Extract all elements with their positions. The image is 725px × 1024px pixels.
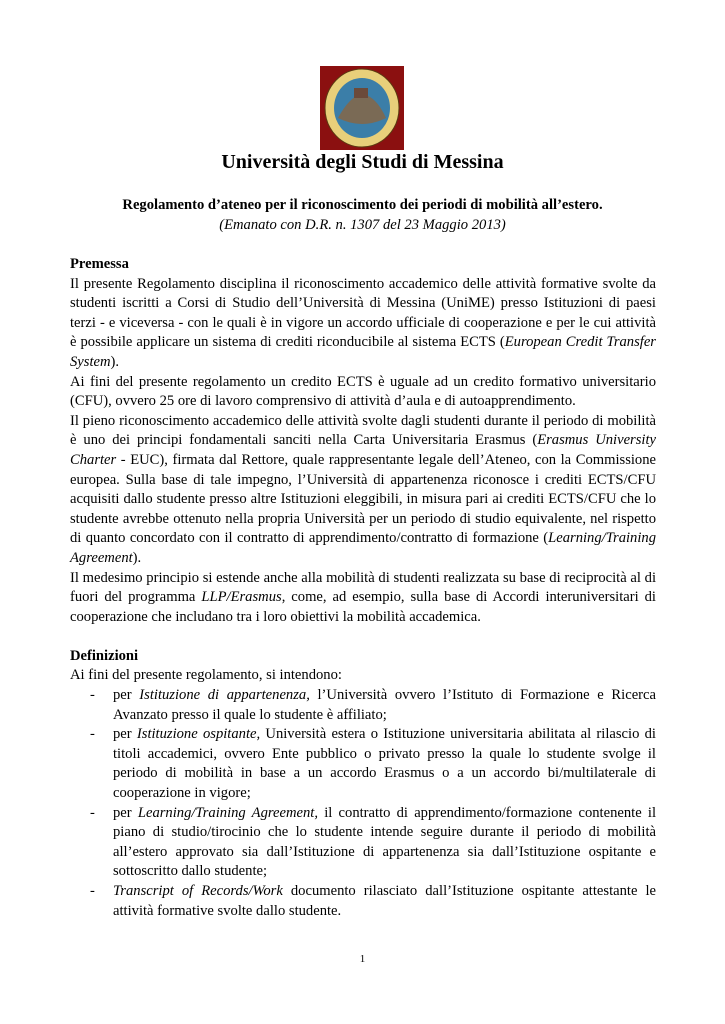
document-subtitle: Regolamento d’ateneo per il riconoscimento dei periodi di mobilità all’estero. <box>122 197 603 213</box>
university-seal-logo <box>320 66 404 150</box>
definizioni-heading: Definizioni <box>70 647 139 664</box>
italic-text: Istituzione di appartenenza, <box>139 687 310 704</box>
premessa-paragraph <box>70 373 656 412</box>
italic-text: Transcript of Records/Work <box>113 883 283 899</box>
university-title: Università degli Studi di Messina <box>221 151 504 173</box>
definizioni-intro: Ai fini del presente regolamento, si intendono: <box>70 667 342 684</box>
italic-text: Learning/Training Agreement, <box>137 804 318 821</box>
text-segment: ). <box>132 549 142 566</box>
document-body <box>70 255 656 921</box>
page-number: 1 <box>359 953 366 965</box>
text-segment: il contratto di apprendimento/formazione contenente il piano di studio/tirocinio che lo studente intende seguire durante il periodo di mobilità all’estero approvato sia dall’Istituzione di appartenenza sia dall’Istituzione ospitante e sottoscritto dallo studente; <box>113 804 656 880</box>
text-segment: Il presente Regolamento disciplina il riconoscimento accademico delle attività formative svolte da studenti iscritti a Corsi di Studio dell’Università di Messina (UniME) presso Istituzioni di paesi terzi - e viceversa - con le quali è in vigore un accordo ufficiale di cooperazione e per le cui attività è possibile applicare un sistema di crediti riconducibile al sistema ECTS ( <box>70 275 656 351</box>
text-segment: l’Università ovvero l’Istituto di Formazione e Ricerca Avanzato presso il quale lo studente è affiliato; <box>113 687 656 723</box>
definition-item <box>70 882 656 921</box>
italic-text: Learning/Training Agreement <box>70 530 656 566</box>
premessa-paragraph <box>70 275 656 373</box>
premessa-paragraph <box>70 412 656 569</box>
premessa-paragraph <box>70 569 656 628</box>
italic-text: Istituzione ospitante, <box>136 726 261 743</box>
italic-text: Erasmus University Charter <box>70 432 656 468</box>
definitions-list <box>70 686 656 921</box>
definition-item <box>70 725 656 803</box>
italic-text: LLP/Erasmus <box>201 589 282 606</box>
text-segment: Università estera o Istituzione universitaria abilitata al rilascio di titoli accademici, ovvero Ente pubblico o privato presso la quale lo studente svolge il periodo di mobilità in base a un accordo Erasmus o a un accordo bi/multilaterale di cooperazione in vigore; <box>113 726 656 802</box>
text-segment: , come, ad esempio, sulla base di Accordi interuniversitari di cooperazione che includano tra i loro obiettivi la mobilità accademica. <box>70 589 656 625</box>
list-dash: - <box>90 687 95 704</box>
text-segment: documento rilasciato dall’Istituzione ospitante attestante le attività formative svolte dallo studente. <box>113 883 656 919</box>
text-segment: per <box>113 726 137 743</box>
premessa-heading: Premessa <box>70 256 129 272</box>
text-segment: per <box>113 804 138 821</box>
premessa-section <box>70 275 656 628</box>
text-segment: Il medesimo principio si estende anche alla mobilità di studenti realizzata su base di reciprocità al di fuori del programma <box>70 569 656 606</box>
definition-item <box>70 804 656 882</box>
text-segment: Il pieno riconoscimento accademico delle attività svolte dagli studenti durante il periodo di mobilità è uno dei principi fondamentali sanciti nella Carta Universitaria Erasmus ( <box>70 412 656 449</box>
text-segment: per <box>113 687 140 704</box>
list-dash: - <box>90 726 95 743</box>
text-segment: ). <box>110 353 120 370</box>
italic-text: European Credit Transfer System <box>70 334 656 370</box>
text-segment: - EUC), firmata dal Rettore, quale rappresentante legale dell’Ateneo, con la Commissione europea. Sulla base di tale impegno, l’Università di appartenenza riconosce i crediti ECTS/CFU acquisiti dallo studente presso altre Istituzioni eleggibili, in misura pari ai crediti ECTS/CFU che lo studente avrebbe ottenuto nella propria Università per un periodo di studio equivalente, nel rispetto di quanto concordato con il contratto di apprendimento/contratto di formazione ( <box>70 451 656 547</box>
decree-reference: (Emanato con D.R. n. 1307 del 23 Maggio 2013) <box>219 217 506 233</box>
list-dash: - <box>90 883 95 899</box>
list-dash: - <box>90 804 95 821</box>
text-segment: Ai fini del presente regolamento un credito ECTS è uguale ad un credito formativo universitario (CFU), ovvero 25 ore di lavoro comprensivo di attività d’aula e di autoapprendimento. <box>70 373 656 410</box>
definition-item <box>70 686 656 725</box>
